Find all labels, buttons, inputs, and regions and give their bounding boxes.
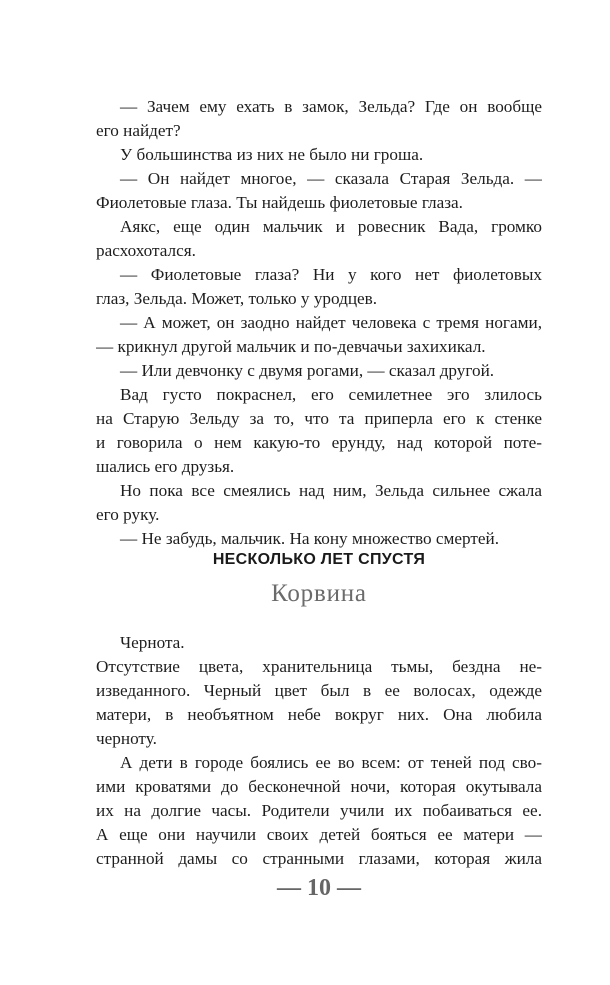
chapter-title: Корвина — [271, 580, 367, 607]
text-line: Вад густо покраснел, его семилетнее эго злилось — [120, 385, 542, 404]
text-line: шались его друзья. — [96, 457, 235, 476]
text-line: — Не забудь, мальчик. На кону множество смертей. — [120, 529, 500, 548]
text-line: — А может, он заодно найдет человека с тремя ногами, — [120, 313, 542, 332]
text-line: ими кроватями до бесконечной ночи, которая окутывала — [96, 777, 542, 796]
text-line: А дети в городе боялись ее во всем: от теней под сво- — [120, 753, 542, 772]
text-line: — Зачем ему ехать в замок, Зельда? Где он вообще — [120, 97, 542, 116]
text-line: — Фиолетовые глаза? Ни у кого нет фиолетовых — [120, 265, 542, 284]
text-line: Аякс, еще один мальчик и ровесник Вада, громко — [120, 217, 542, 236]
text-line: его найдет? — [96, 121, 181, 140]
text-line: Отсутствие цвета, хранительница тьмы, бездна не- — [96, 657, 542, 676]
text-line: Но пока все смеялись над ним, Зельда сильнее сжала — [120, 481, 542, 500]
section-heading: НЕСКОЛЬКО ЛЕТ СПУСТЯ — [212, 551, 426, 568]
page-number: — 10 — — [277, 875, 361, 901]
text-line: Фиолетовые глаза. Ты найдешь фиолетовые глаза. — [96, 193, 463, 212]
text-line: их на долгие часы. Родители учили их побаиваться ее. — [96, 801, 542, 820]
text-line: — крикнул другой мальчик и по-девчачьи захихикал. — [96, 337, 486, 356]
text-line: А еще они научили своих детей бояться ее матери — — [96, 825, 542, 844]
text-line: его руку. — [96, 505, 160, 524]
text-line: изведанного. Черный цвет был в ее волосах, одежде — [96, 681, 542, 700]
text-line: У большинства из них не было ни гроша. — [120, 145, 424, 164]
text-line: черноту. — [96, 729, 157, 748]
text-line: Чернота. — [120, 633, 185, 652]
text-line: расхохотался. — [96, 241, 196, 260]
text-line: — Он найдет многое, — сказала Старая Зельда. — — [120, 169, 542, 188]
text-line: матери, в необъятном небе вокруг них. Она любила — [96, 705, 542, 724]
text-line: и говорила о нем какую-то ерунду, над которой поте- — [96, 433, 542, 452]
text-line: глаз, Зельда. Может, только у уродцев. — [96, 289, 378, 308]
text-line: странной дамы со странными глазами, которая жила — [96, 849, 542, 868]
text-line: — Или девчонку с двумя рогами, — сказал другой. — [120, 361, 495, 380]
text-line: на Старую Зельду за то, что та приперла его к стенке — [96, 409, 542, 428]
